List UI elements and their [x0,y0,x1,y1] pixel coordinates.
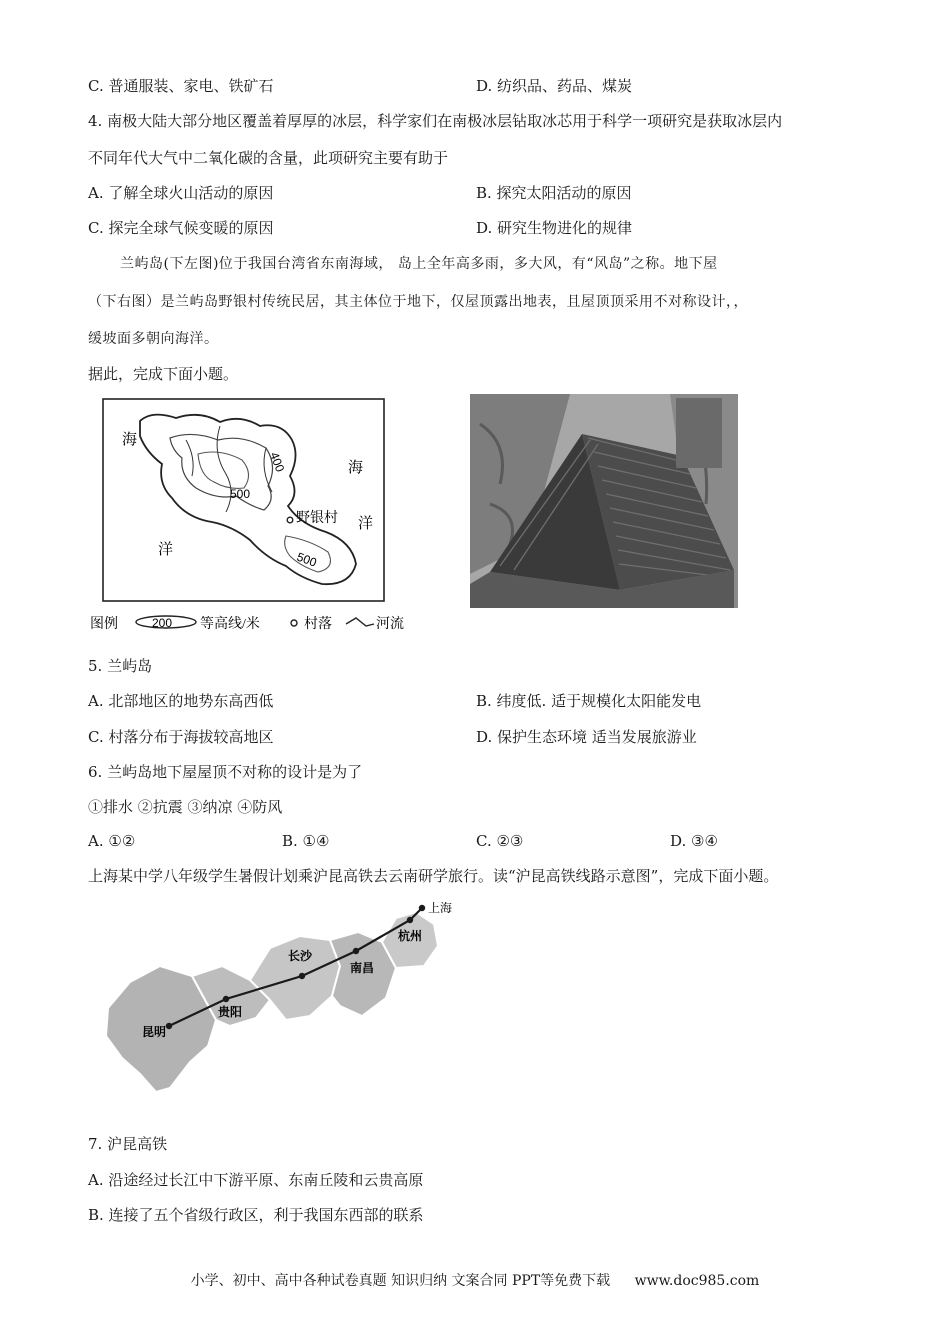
lanyu-island-map [90,396,420,636]
q5-stem: 5. 兰屿岛 [88,657,153,675]
q4-option-c: C. 探完全球气候变暖的原因 [88,219,274,237]
rail-map-svg [100,896,460,1096]
label-guiyang: 贵阳 [218,1005,243,1019]
station-shanghai [419,905,425,911]
station-guiyang [223,996,229,1002]
q5-option-c: C. 村落分布于海拔较高地区 [88,728,274,746]
q6-choices: ①排水 ②抗震 ③纳凉 ④防风 [88,798,283,816]
village-marker [287,517,293,523]
sea-label: 海 [348,460,364,476]
footer-url[interactable]: www.doc985.com [634,1273,760,1289]
passage-line2: （下右图）是兰屿岛野银村传统民居，其主体位于地下，仅屋顶露出地表，且屋顶顶采用不对称设计，， [88,294,748,310]
q4-stem-line2: 不同年代大气中二氧化碳的含量，此项研究主要有助于 [88,149,449,167]
q4-option-a: A. 了解全球火山活动的原因 [88,184,274,202]
legend-river-icon [346,618,374,626]
rail-route-map [100,896,460,1096]
contour-label: 500 [230,487,251,501]
q7-option-b: B. 连接了五个省级行政区，利于我国东西部的联系 [88,1206,424,1224]
sea-label: 洋 [158,542,174,558]
village-label: 野银村 [296,511,338,526]
q3-option-d: D. 纺织品、药品、煤炭 [476,77,633,95]
q6-option-a: A. ①② [88,832,136,850]
q4-stem-line1: 4. 南极大陆大部分地区覆盖着厚厚的冰层，科学家们在南极冰层钻取冰芯用于科学一项研究是获取冰层内 [88,112,783,130]
passage-line1: 兰屿岛(下左图)位于我国台湾省东南海域， 岛上全年高多雨，多大风，有“风岛”之称。地下屋 [120,256,718,272]
label-nanchang: 南昌 [350,961,375,975]
q6-option-c: C. ②③ [476,832,524,850]
contour-label: 400 [267,450,288,474]
q6-option-d: D. ③④ [670,832,718,850]
station-nanchang [353,948,359,954]
label-hangzhou: 杭州 [398,929,423,943]
q6-stem: 6. 兰屿岛地下屋屋顶不对称的设计是为了 [88,763,363,781]
underground-house-photo [470,394,738,608]
legend-river-label: 河流 [376,617,404,632]
q5-option-b: B. 纬度低. 适于规模化太阳能发电 [476,692,702,710]
passage-instruction: 据此，完成下面小题。 [88,365,239,383]
lanyu-map-svg [90,396,420,636]
legend-village-icon [291,620,297,626]
legend-contour-label: 等高线/米 [200,617,260,632]
station-hangzhou [407,917,413,923]
q4-option-b: B. 探究太阳活动的原因 [476,184,632,202]
q6-option-b: B. ①④ [282,832,330,850]
house-photo-svg [470,394,738,608]
q3-option-c: C. 普通服装、家电、铁矿石 [88,77,274,95]
station-kunming [166,1023,172,1029]
rail-intro: 上海某中学八年级学生暑假计划乘沪昆高铁去云南研学旅行。读“沪昆高铁线路示意图”，完成下面小题。 [88,867,779,885]
passage-line3: 缓坡面多朝向海洋。 [88,331,219,347]
sea-label: 海 [122,432,138,448]
label-changsha: 长沙 [288,949,313,963]
page-footer [0,1270,950,1290]
legend-contour-value: 200 [152,616,173,630]
label-shanghai: 上海 [428,901,453,915]
q5-option-d: D. 保护生态环境 适当发展旅游业 [476,728,697,746]
footer-text: 小学、初中、高中各种试卷真题 知识归纳 文案合同 PPT等免费下载 [190,1273,611,1289]
sea-label: 洋 [358,516,374,532]
legend-title: 图例 [90,617,118,632]
q4-option-d: D. 研究生物进化的规律 [476,219,633,237]
q7-option-a: A. 沿途经过长江中下游平原、东南丘陵和云贵高原 [88,1171,424,1189]
label-kunming: 昆明 [142,1025,167,1039]
station-changsha [299,973,305,979]
legend-village-label: 村落 [304,617,332,632]
contour-label: 500 [294,549,319,570]
q5-option-a: A. 北部地区的地势东高西低 [88,692,274,710]
q7-stem: 7. 沪昆高铁 [88,1135,168,1153]
